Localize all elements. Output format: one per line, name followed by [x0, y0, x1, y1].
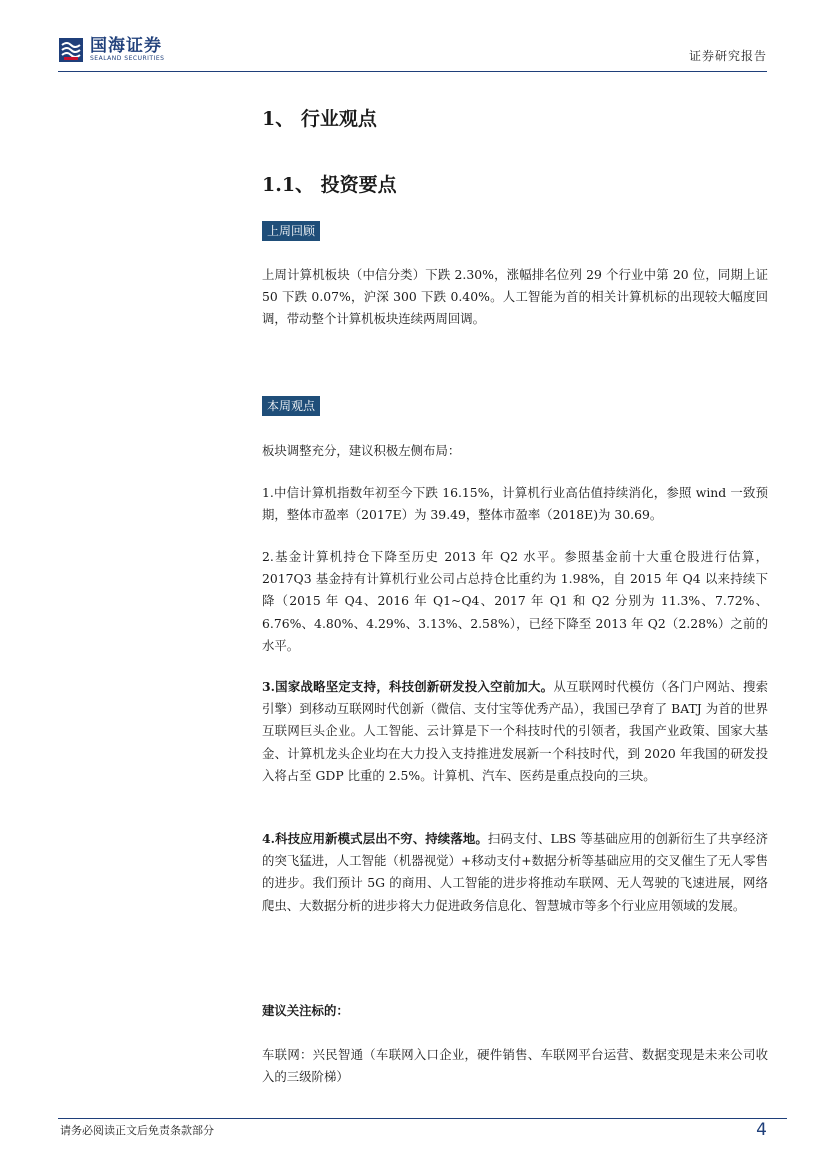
report-type-label: 证券研究报告: [688, 49, 767, 63]
footer-divider: [58, 1118, 787, 1119]
point-4-lead: 4.科技应用新模式层出不穷、持续落地。: [262, 831, 488, 846]
point-3-lead: 3.国家战略坚定支持，科技创新研发投入空前加大。: [262, 679, 554, 694]
logo-name-cn: 国海证券: [90, 36, 162, 56]
disclaimer-note: 请务必阅读正文后免责条款部分: [60, 1124, 214, 1137]
page-header: [40, 30, 787, 72]
point-4-body: 扫码支付、LBS 等基础应用的创新衍生了共享经济的突飞猛进，人工智能（机器视觉）+移动支付+数据分析等基础应用的交叉催生了无人零售的进步。我们预计 5G 的商用、人工智能的进步将推动车联网、无人驾驶的飞速进展，网络爬虫、大数据分析的进步将大力促进政务信息化、智慧城市等多个行业应用领域的发展。: [262, 831, 768, 913]
this-week-tag: 本周观点: [262, 396, 320, 416]
subsection-heading: 1.1、 投资要点: [262, 174, 397, 196]
recommend-title: 建议关注标的：: [262, 1003, 349, 1018]
company-logo: [58, 34, 164, 66]
point-4-paragraph: [262, 828, 768, 917]
point-3-paragraph: [262, 676, 768, 787]
header-divider: [58, 71, 767, 72]
point-1-paragraph: 1.中信计算机指数年初至今下跌 16.15%，计算机行业高估值持续消化，参照 wind 一致预期，整体市盈率（2017E）为 39.49，整体市盈率（2018E)为 30.69。: [262, 485, 768, 523]
section-heading: 1、 行业观点: [262, 108, 377, 130]
logo-name-en: SEALAND SECURITIES: [90, 55, 165, 62]
point-2-paragraph: 2.基金计算机持仓下降至历史 2013 年 Q2 水平。参照基金前十大重仓股进行估算，2017Q3 基金持有计算机行业公司占总持仓比重约为 1.98%，自 2015 年 Q4 以来持续下降（2015 年 Q4、2016 年 Q1~Q4、2017 年 Q1 和 Q2 分别为 11.3%、7.72%、6.76%、4.80%、4.29%、3.13%、2.58%），已经下降至 2013 年 Q2（2.28%）之前的水平。: [262, 549, 768, 653]
this-week-intro: 板块调整充分，建议积极左侧布局：: [262, 443, 461, 458]
last-week-paragraph: 上周计算机板块（中信分类）下跌 2.30%，涨幅排名位列 29 个行业中第 20 位，同期上证 50 下跌 0.07%，沪深 300 下跌 0.40%。人工智能为首的相关计算机标的出现较大幅度回调，带动整个计算机板块连续两周回调。: [262, 267, 768, 327]
page-number: 4: [756, 1120, 767, 1140]
last-week-tag: 上周回顾: [262, 221, 320, 241]
point-3-body: 从互联网时代模仿（各门户网站、搜索引擎）到移动互联网时代创新（微信、支付宝等优秀产品），我国已孕育了 BATJ 为首的世界互联网巨头企业。人工智能、云计算是下一个科技时代的引领者，我国产业政策、国家大基金、计算机龙头企业均在大力投入支持推进发展新一个科技时代，到 2020 年我国的研发投入将占至 GDP 比重的 2.5%。计算机、汽车、医药是重点投向的三块。: [262, 679, 769, 783]
recommend-paragraph: 车联网：兴民智通（车联网入口企业，硬件销售、车联网平台运营、数据变现是未来公司收入的三级阶梯）: [262, 1047, 768, 1085]
sealand-logo-icon: [58, 37, 84, 63]
